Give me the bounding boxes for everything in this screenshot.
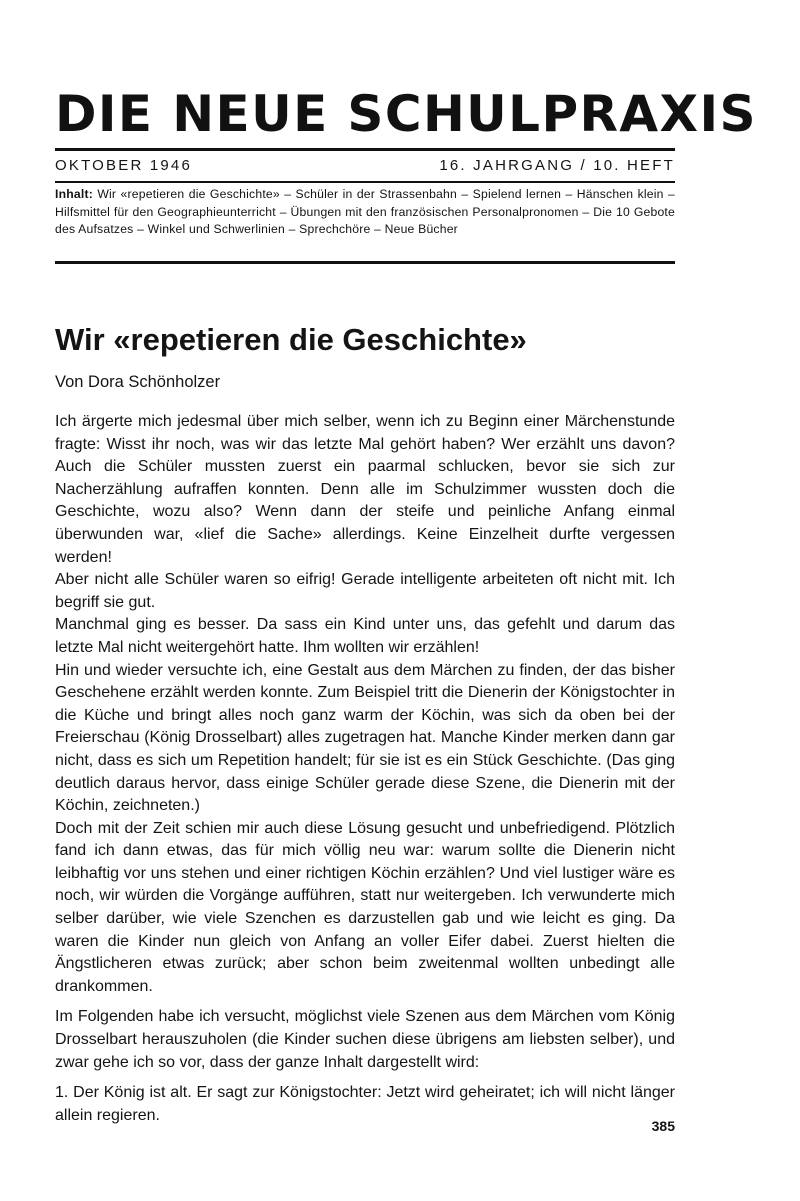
journal-page: [55, 0, 757, 1201]
article-paragraph: Manchmal ging es besser. Da sass ein Kind unter uns, das gefehlt und darum das letzte Mal nicht weitergehört hatte. Ihm wollten wir erzählen!: [55, 616, 675, 656]
article-list-item: 1. Der König ist alt. Er sagt zur Königstochter: Jetzt wird geheiratet; ich will nicht länger allein regieren.: [55, 1084, 675, 1124]
article-body: [55, 411, 675, 1127]
article-paragraph: Im Folgenden habe ich versucht, möglichst viele Szenen aus dem Märchen vom König Drosselbart herauszuholen (die Kinder suchen diese übrigens am liebsten selber), und zwar gehe ich so vor, dass der ganze Inhalt dargestellt wird:: [55, 1008, 675, 1071]
issue-info: [55, 154, 675, 178]
article-paragraph: Doch mit der Zeit schien mir auch diese Lösung gesucht und unbefriedigend. Plötzlich fand ich dann etwas, das für mich völlig neu war: warum sollte die Dienerin nicht leibhaftig vor uns stehen und einer richtigen Köchin erzählen? Und viel lustiger wäre es noch, wir würden die Vorgänge aufführen, statt nur weitergeben. Ich verwunderte mich selber darüber, wie viele Szenchen es darzustellen gab und wie leicht es ging. Da waren die Kinder nun gleich von Anfang an voller Eifer dabei. Zuerst hielten die Ängstlicheren etwas zurück; aber schon beim zweitenmal wollten unbedingt alle drankommen.: [55, 819, 675, 995]
masthead-rule: [55, 148, 675, 151]
contents-rule: [55, 261, 675, 264]
issue-volume: 16. JAHRGANG / 10. HEFT: [439, 157, 675, 174]
article-paragraph: Aber nicht alle Schüler waren so eifrig! Gerade intelligente arbeiteten oft nicht mit. Ich begriff sie gut.: [55, 571, 675, 611]
page-number: 385: [651, 1118, 675, 1134]
article-title: Wir «repetieren die Geschichte»: [55, 322, 527, 357]
issue-date: OKTOBER 1946: [55, 157, 193, 174]
table-of-contents: [55, 186, 675, 239]
article-byline: Von Dora Schönholzer: [55, 373, 221, 391]
article-paragraph: Ich ärgerte mich jedesmal über mich selber, wenn ich zu Beginn einer Märchenstunde fragte: Wisst ihr noch, was wir das letzte Mal gehört haben? Wer erzählt uns davon? Auch die Schüler mussten zuerst ein paarmal schlucken, bevor sie sich zur Nacherzählung aufraffen konnten. Denn alle im Schulzimmer wussten doch die Geschichte, wozu also? Wenn dann der steife und peinliche Anfang einmal überwunden war, «lief die Sache» allerdings. Keine Einzelheit durfte vergessen werden!: [55, 413, 675, 566]
contents-label: Inhalt:: [55, 187, 93, 201]
issue-rule: [55, 181, 675, 183]
article-paragraph: Hin und wieder versuchte ich, eine Gestalt aus dem Märchen zu finden, der das bisher Geschehene erzählt werden konnte. Zum Beispiel tritt die Dienerin der Königstochter in die Küche und bringt alles noch ganz warm der Köchin, was sich da oben bei der Freierschau (König Drosselbart) alles zugetragen hat. Manche Kinder merken dann gar nicht, dass es sich um Repetition handelt; für sie ist es ein Stück Geschichte. (Das ging deutlich daraus hervor, dass einige Schüler gerade diese Szene, die Dienerin mit der Köchin, zeichneten.): [55, 661, 675, 815]
contents-text: Wir «repetieren die Geschichte» – Schüler in der Strassenbahn – Spielend lernen – Hänschen klein – Hilfsmittel für den Geographieunterricht – Übungen mit den französischen Personalpronomen – Die 10 Gebote des Aufsatzes – Winkel und Schwerlinien – Sprechchöre – Neue Bücher: [55, 187, 675, 236]
journal-title: DIE NEUE SCHULPRAXIS: [55, 85, 757, 143]
